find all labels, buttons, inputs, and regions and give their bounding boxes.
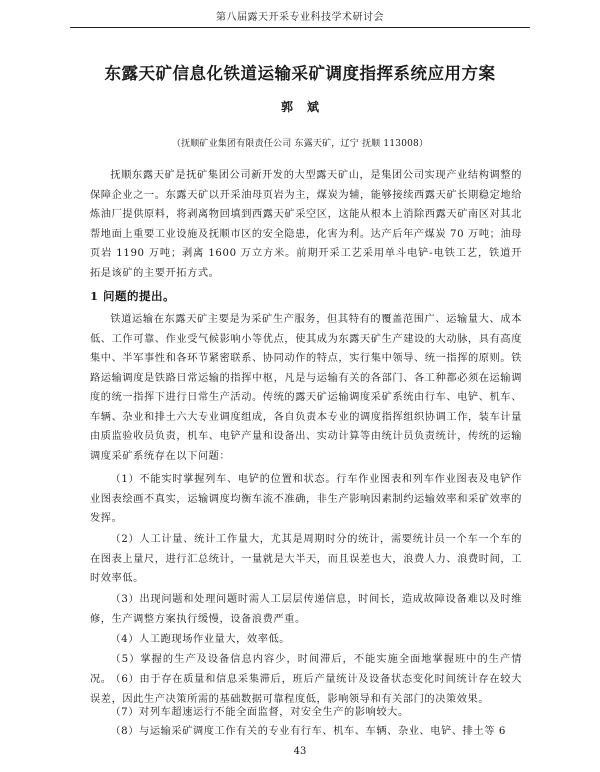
section-paragraph: 铁道运输在东露天矿主要是为采矿生产服务，但其特有的覆盖范围广、运输量大、成本低、工作可靠、作业受气候影响小等优点，使其成为东露天矿生产建设的大动脉，具有高度集中、半军事性和各环节紧密联系、协同动作的特点，实行集中领导、统一指挥的原则。铁路运输调度是铁路日常运输的指挥中枢，凡是与运输有关的各部门、各工种都必须在运输调度的统一指挥下进行日常生产活动。传统的露天矿运输调度采矿系统由行车、电铲、机车、车辆、杂业和排土六大专业调度组成，各自负责本专业的调度指挥组织协调工作，装车计量由质监验收员负责，机车、电铲产量和设备出、实动计算等由统计员负责统计，传统的运输调度采矿系统存在以下问题：: [90, 314, 522, 462]
section-heading: 1 问题的提出。: [90, 289, 176, 303]
issue-item-3: （3）出现问题和处理问题时需人工层层传递信息，时间长，造成故障设备难以及时维修，生产调整方案执行缓慢，设备浪费严重。: [90, 594, 522, 625]
author-name: 郭斌: [280, 100, 333, 114]
paper-title: 东露天矿信息化铁道运输采矿调度指挥系统应用方案: [104, 64, 496, 83]
running-header: 第八届露天开采专业科技学术研讨会: [70, 8, 530, 28]
issue-item-8: （8）与运输采矿调度工作有关的专业有行车、机车、车辆、杂业、电铲、排土等 6: [110, 726, 506, 737]
intro-paragraph: 抚顺东露天矿是抚矿集团公司新开发的大型露天矿山，是集团公司实现产业结构调整的保障企业之一。东露天矿以开采油母页岩为主，煤炭为辅，能够接续西露天矿长期稳定地给炼油厂提供原料，将剥离物回填到西露天矿采空区，这能从根本上消除西露天矿南区对其北帮地面上重要工业设施及抚顺市区的安全隐患，化害为利。达产后年产煤炭 70 万吨；油母页岩 1190 万吨；剥离 1600 万立方米。前期开采工艺采用单斗电铲-电铁工艺，铁道开拓是该矿的主要开拓方式。: [90, 170, 522, 279]
issue-item-7: （7）对列车超速运行不能全面监督，对安全生产的影响较大。: [110, 707, 409, 718]
issue-item-6: （6）由于存在质量和信息采集滞后，班后产量统计及设备状态变化时间统计存在较大误差，因此生产决策所需的基础数据可靠程度低，影响领导和有关部门的决策效果。: [90, 674, 522, 705]
issue-item-2: （2）人工计量、统计工作量大，尤其是周期时分的统计，需要统计员一个车一个车的在图表上量尺，进行汇总统计，一量就是大半天，而且误差也大，浪费人力、浪费时间，工时效率低。: [90, 534, 522, 584]
page-number: 43: [293, 746, 307, 757]
issue-item-1: （1）不能实时掌握列车、电铲的位置和状态。行车作业图表和列车作业图表及电铲作业图表绘画不真实，运输调度均衡车流不准确，非生产影响因素制约运输效率和采矿效率的发挥。: [90, 474, 522, 524]
issue-item-5: （5）掌握的生产及设备信息内容少，时间滞后，不能实施全面地掌握班中的生产情况。: [90, 654, 522, 685]
author-affiliation: （抚顺矿业集团有限责任公司 东露天矿，辽宁 抚顺 113008）: [171, 139, 429, 149]
issue-item-4: （4）人工跑现场作业量大，效率低。: [110, 634, 291, 645]
